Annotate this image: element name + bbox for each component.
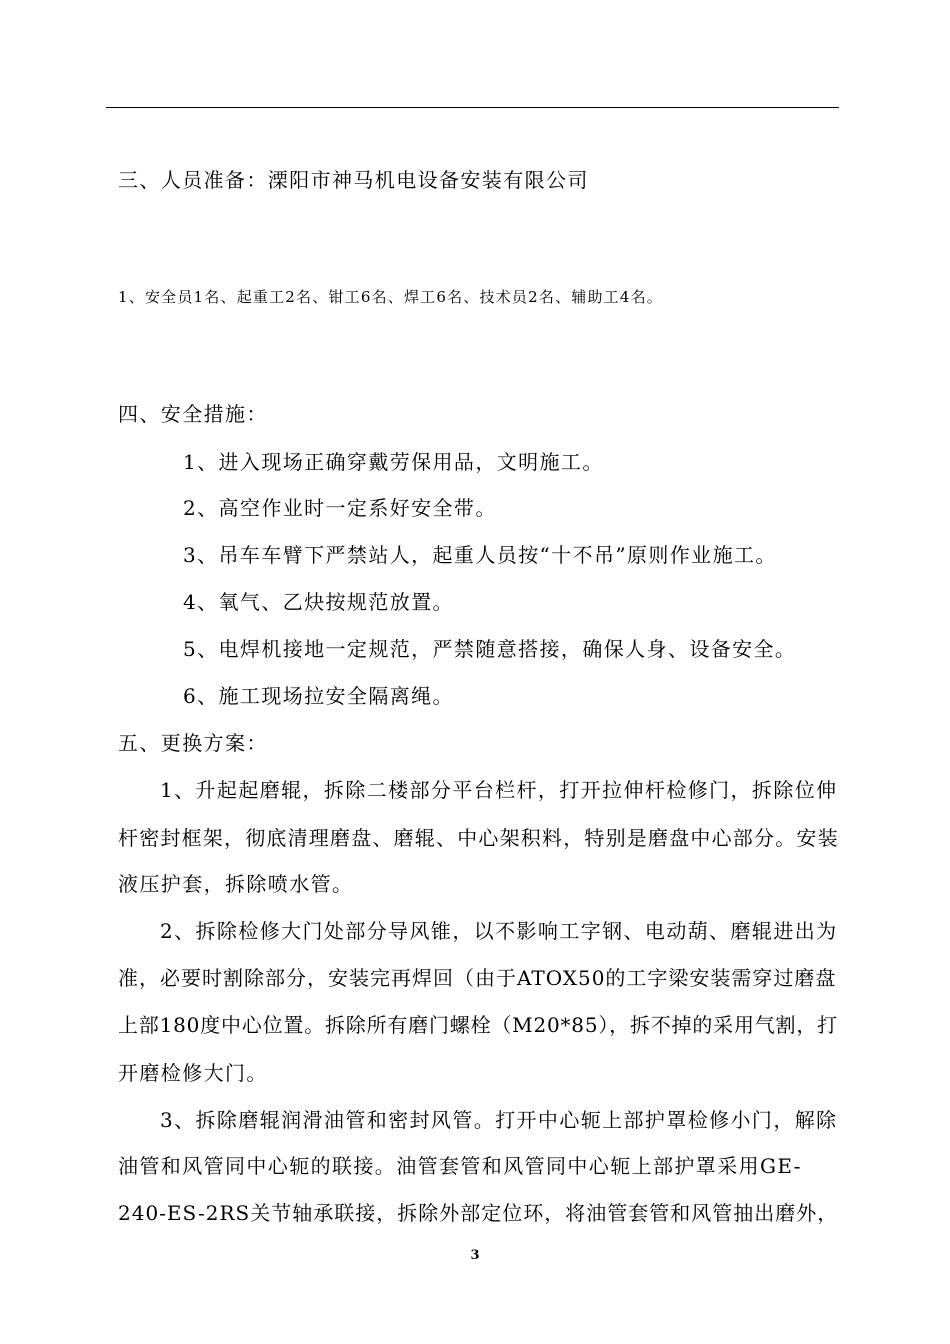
safety-item-1: 1、进入现场正确穿戴劳保用品，文明施工。	[183, 450, 604, 474]
plan-para-1-line-3: 液压护套，拆除喷水管。	[118, 872, 354, 896]
page-number: 3	[470, 1248, 480, 1263]
plan-para-3-line-2: 油管和风管同中心轭的联接。油管套管和风管同中心轭上部护罩采用GE-	[118, 1154, 802, 1178]
safety-item-3: 3、吊车车臂下严禁站人，起重人员按“十不吊”原则作业施工。	[183, 543, 777, 567]
safety-item-5: 5、电焊机接地一定规范，严禁随意搭接，确保人身、设备安全。	[183, 637, 797, 661]
safety-item-2: 2、高空作业时一定系好安全带。	[183, 496, 497, 520]
plan-para-1-line-1: 1、升起起磨辊，拆除二楼部分平台栏杆，打开拉伸杆检修门，拆除位伸	[160, 778, 838, 802]
plan-para-1-line-2: 杆密封框架，彻底清理磨盘、磨辊、中心架积料，特别是磨盘中心部分。安装	[118, 826, 839, 850]
safety-item-6: 6、施工现场拉安全隔离绳。	[183, 684, 454, 708]
plan-para-2-line-2: 准，必要时割除部分，安装完再焊回（由于ATOX50的工字梁安装需穿过磨盘	[118, 966, 837, 990]
plan-para-3-line-1: 3、拆除磨辊润滑油管和密封风管。打开中心轭上部护罩检修小门，解除	[160, 1108, 838, 1132]
plan-para-2-line-3: 上部180度中心位置。拆除所有磨门螺栓（M20*85），拆不掉的采用气割，打	[118, 1013, 838, 1037]
section-5-heading: 五、更换方案：	[118, 731, 268, 755]
staff-list: 1、安全员1名、起重工2名、钳工6名、焊工6名、技术员2名、辅助工4名。	[118, 288, 664, 306]
safety-item-4: 4、氧气、乙炔按规范放置。	[183, 590, 454, 614]
section-3-heading: 三、人员准备：溧阳市神马机电设备安装有限公司	[118, 168, 589, 192]
header-rule	[106, 107, 839, 108]
section-4-heading: 四、安全措施：	[118, 402, 268, 426]
plan-para-3-line-3: 240-ES-2RS关节轴承联接，拆除外部定位环，将油管套管和风管抽出磨外，	[118, 1201, 839, 1225]
plan-para-2-line-4: 开磨检修大门。	[118, 1061, 268, 1085]
plan-para-2-line-1: 2、拆除检修大门处部分导风锥，以不影响工字钢、电动葫、磨辊进出为	[160, 919, 838, 943]
